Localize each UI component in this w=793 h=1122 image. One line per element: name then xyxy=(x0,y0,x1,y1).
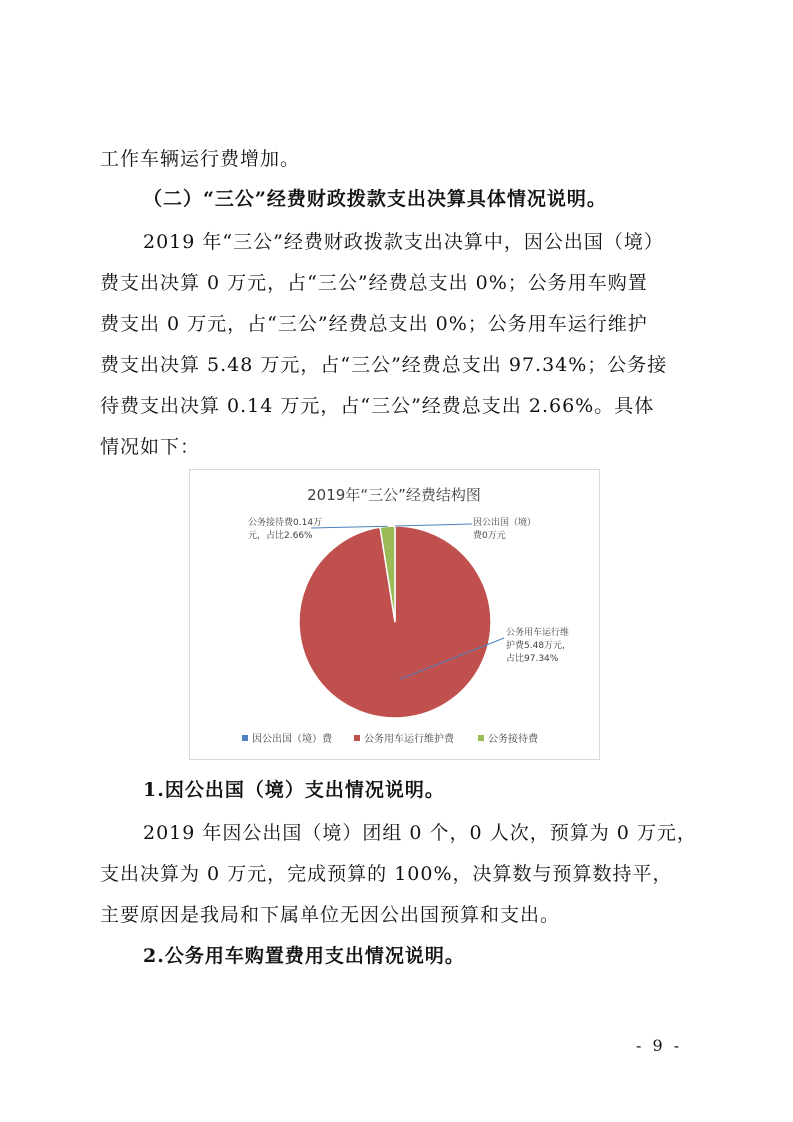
chart-title: 2019年“三公”经费结构图 xyxy=(307,486,481,504)
paragraph-line: 支出决算为 0 万元，完成预算的 100%，决算数与预算数持平， xyxy=(100,863,673,885)
paragraph-line: 费支出 0 万元，占“三公”经费总支出 0%；公务用车运行维护 xyxy=(100,313,648,335)
annotation-label: 公务用车运行维 xyxy=(506,628,570,638)
annotation-label: 元，占比2.66% xyxy=(248,531,313,541)
pie-chart-svg xyxy=(190,470,599,759)
annotation-label: 占比97.34% xyxy=(506,654,559,664)
page-number: - 9 - xyxy=(636,1036,683,1055)
legend-swatch xyxy=(354,735,360,741)
legend-label: 公务用车运行维护费 xyxy=(364,734,454,745)
leader-line xyxy=(395,524,472,526)
paragraph-line: 2019 年因公出国（境）团组 0 个，0 人次，预算为 0 万元， xyxy=(143,822,697,844)
paragraph-line: 2019 年“三公”经费财政拨款支出决算中，因公出国（境） xyxy=(143,231,664,253)
paragraph-line: 工作车辆运行费增加。 xyxy=(100,148,301,170)
annotation-label: 因公出国（境） xyxy=(473,518,537,528)
paragraph-line: 费支出决算 0 万元，占“三公”经费总支出 0%；公务用车购置 xyxy=(100,272,648,294)
legend-label: 因公出国（境）费 xyxy=(252,734,332,745)
paragraph-line: 情况如下： xyxy=(100,436,201,458)
section-heading: （二）“三公”经费财政拨款支出决算具体情况说明。 xyxy=(143,188,607,210)
annotation-label: 公务接待费0.14万 xyxy=(248,518,323,528)
paragraph-line: 待费支出决算 0.14 万元，占“三公”经费总支出 2.66%。具体 xyxy=(100,395,655,417)
annotation-label: 护费5.48万元， xyxy=(506,641,572,651)
legend-swatch xyxy=(478,735,484,741)
section-heading: 2.公务用车购置费用支出情况说明。 xyxy=(143,945,465,967)
legend-swatch xyxy=(242,735,248,741)
annotation-label: 费0万元 xyxy=(473,531,506,541)
legend-label: 公务接待费 xyxy=(488,734,538,745)
paragraph-line: 费支出决算 5.48 万元，占“三公”经费总支出 97.34%；公务接 xyxy=(100,354,668,376)
pie-chart xyxy=(189,469,600,760)
section-heading: 1.因公出国（境）支出情况说明。 xyxy=(143,779,445,801)
paragraph-line: 主要原因是我局和下属单位无因公出国预算和支出。 xyxy=(100,904,561,926)
